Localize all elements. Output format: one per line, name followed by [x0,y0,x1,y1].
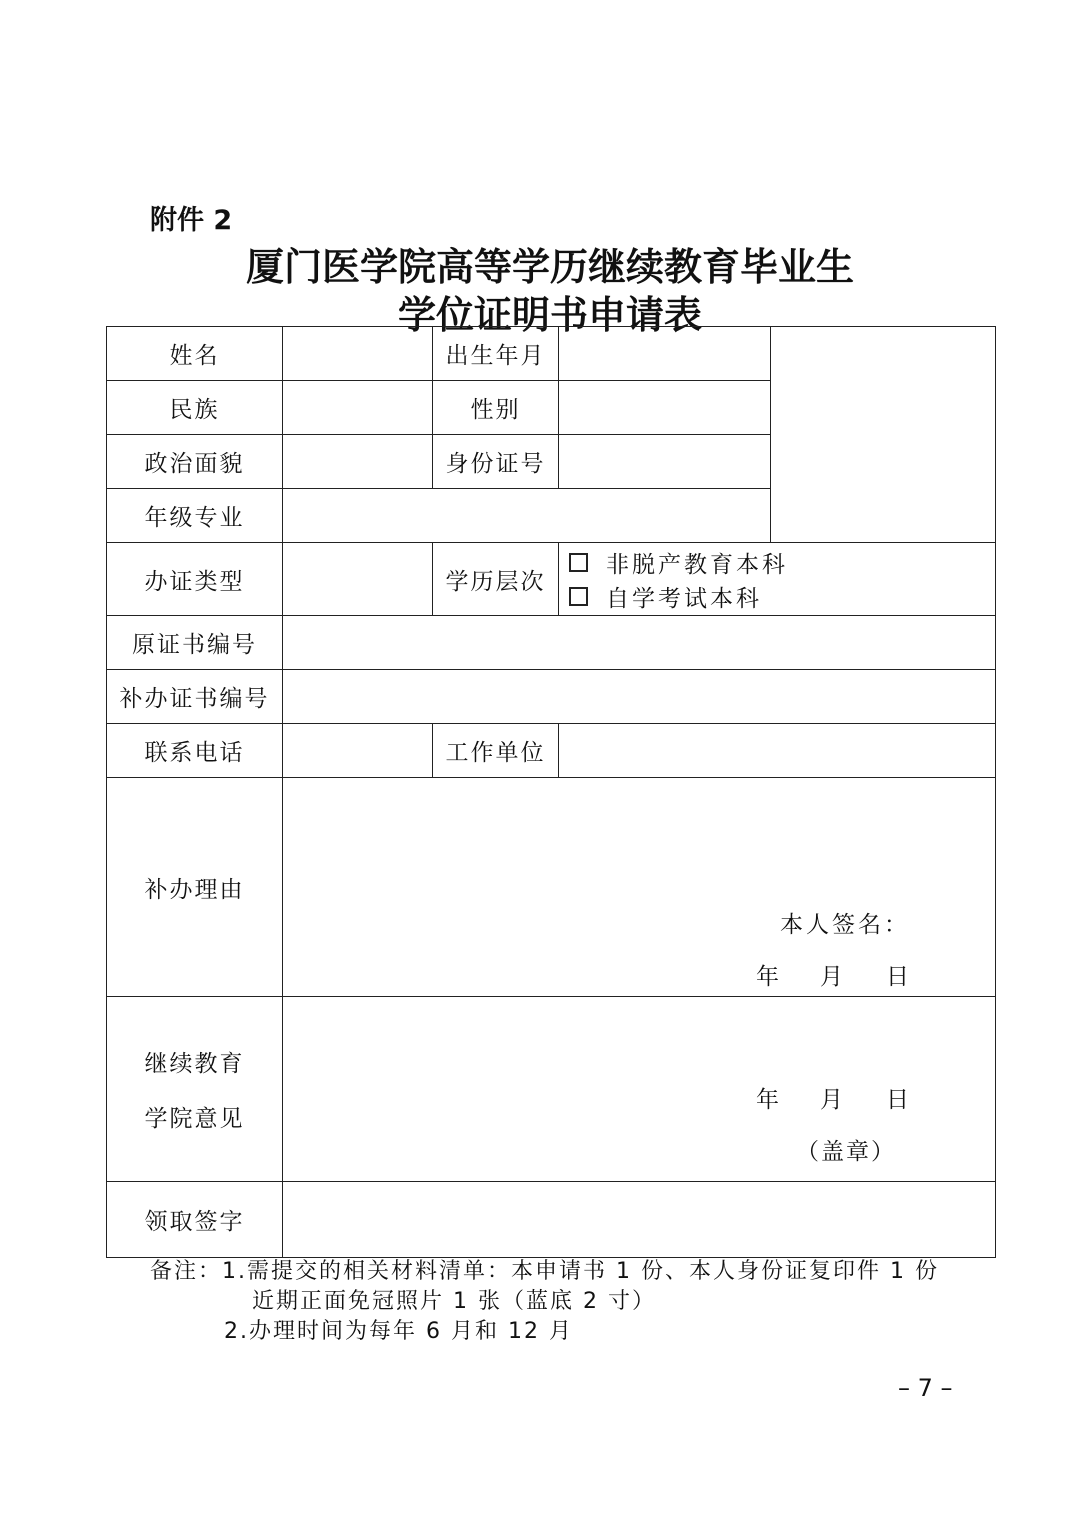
opinion-date-day: 日 [886,1087,909,1113]
employer-label: 工作单位 [433,724,559,778]
phone-label: 联系电话 [107,724,283,778]
form-title-line2: 学位证明书申请表 [397,292,702,337]
edu-option-label: 自学考试本科 [606,585,762,612]
receipt-signature-field[interactable] [283,1182,996,1258]
page-number: – 7 – [898,1374,953,1402]
stamp-label: （盖章） [796,1139,896,1165]
gender-field[interactable] [559,381,771,435]
date-year: 年 [756,964,779,990]
id-number-label: 身份证号 [433,435,559,489]
reissue-cert-field[interactable] [283,670,996,724]
orig-cert-field[interactable] [283,616,996,670]
reason-label: 补办理由 [107,778,283,997]
edu-option-label: 非脱产教育本科 [606,551,788,578]
college-opinion-label [107,997,283,1182]
notes-line2: 近期正面免冠照片 1 张（蓝底 2 寸） [252,1289,656,1314]
orig-cert-label: 原证书编号 [107,616,283,670]
college-opinion-line1: 继续教育 [144,1051,245,1077]
checkbox-icon[interactable] [569,553,588,572]
reason-field[interactable] [283,778,996,997]
college-opinion-line2: 学院意见 [144,1106,245,1132]
opinion-date-year: 年 [756,1087,779,1113]
opinion-date-month: 月 [820,1087,843,1113]
date-day: 日 [886,964,909,990]
checkbox-icon[interactable] [569,587,588,606]
grade-major-label: 年级专业 [107,489,283,543]
application-form-table [106,326,996,1258]
phone-field[interactable] [283,724,433,778]
date-month: 月 [820,964,843,990]
attachment-label: 附件 2 [150,205,233,236]
form-title-line1: 厦门医学院高等学历继续教育毕业生 [245,244,854,289]
political-label: 政治面貌 [107,435,283,489]
signature-label: 本人签名： [780,912,910,938]
name-field[interactable] [283,327,433,381]
ethnicity-field[interactable] [283,381,433,435]
id-number-field[interactable] [559,435,771,489]
edu-option-selfstudy[interactable] [559,579,995,613]
ethnicity-label: 民族 [107,381,283,435]
name-label: 姓名 [107,327,283,381]
edu-level-options [559,543,996,616]
birth-label: 出生年月 [433,327,559,381]
receipt-signature-label: 领取签字 [107,1182,283,1258]
political-field[interactable] [283,435,433,489]
photo-area [771,327,996,543]
cert-type-field[interactable] [283,543,433,616]
grade-major-field[interactable] [283,489,771,543]
edu-option-nonfulltime[interactable] [559,545,995,579]
reissue-cert-label: 补办证书编号 [107,670,283,724]
notes-line1: 备注：1.需提交的相关材料清单：本申请书 1 份、本人身份证复印件 1 份 [150,1259,939,1284]
gender-label: 性别 [433,381,559,435]
cert-type-label: 办证类型 [107,543,283,616]
birth-field[interactable] [559,327,771,381]
college-opinion-field[interactable] [283,997,996,1182]
edu-level-label: 学历层次 [433,543,559,616]
notes-line3: 2.办理时间为每年 6 月和 12 月 [224,1319,573,1344]
employer-field[interactable] [559,724,996,778]
